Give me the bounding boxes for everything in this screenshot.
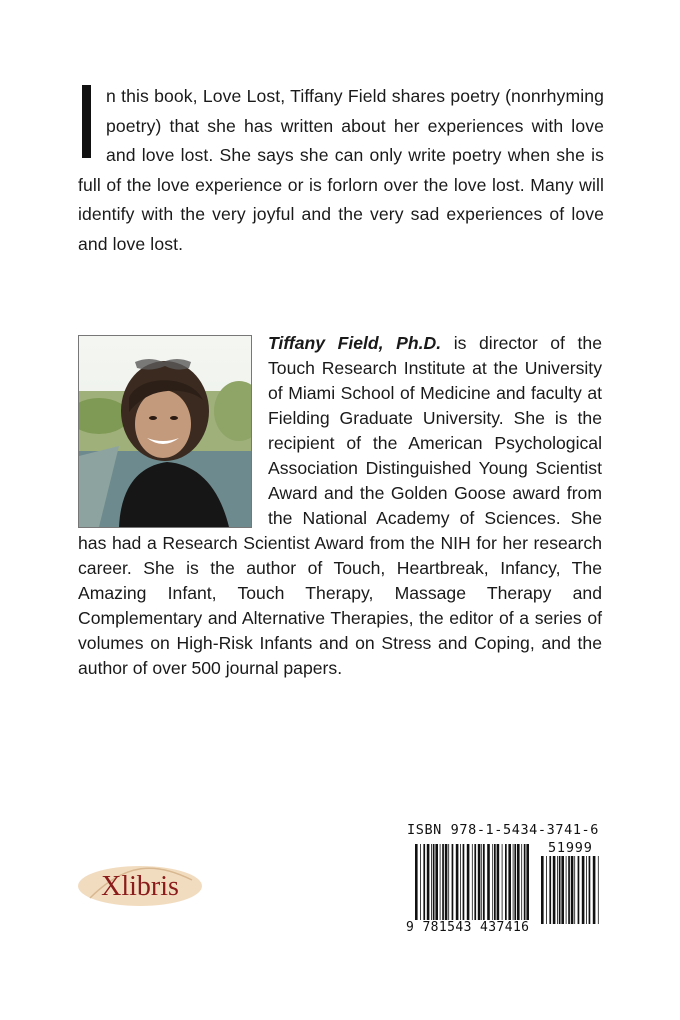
barcode-bar <box>463 844 465 924</box>
barcode-bar <box>433 844 435 924</box>
barcode-bar <box>456 844 459 924</box>
barcode-bar <box>474 844 476 924</box>
barcode-bar <box>487 844 490 924</box>
barcode-bar <box>589 856 591 924</box>
ean-barcode <box>415 844 529 924</box>
barcode-bar <box>467 844 470 924</box>
barcode-bar <box>521 844 522 924</box>
barcode-bar <box>546 856 547 924</box>
author-bio-text: is director of the Touch Research Institute at the University of Miami School of Medicine and faculty at Fielding Graduate University. She is the recipient of the American Psychological Association Distinguished Young Scientist Award and the Golden Goose award from the National Academy of Sciences. She has had a Research Scientist Award from the NIH for her research career. She is the author of Touch, Heartbreak, Infancy, The Amazing Infant, Touch Therapy, Massage Therapy and Complementary and Alternative Therapies, the editor of a series of volumes on High-Risk Infants and on Stress and Coping, and the author of over 500 journal papers. <box>78 333 602 678</box>
barcode-bar <box>423 844 425 924</box>
barcode-bar <box>566 856 567 924</box>
barcode-bar <box>502 844 503 924</box>
barcode-bar <box>448 844 449 924</box>
barcode-bar <box>440 844 441 924</box>
author-name: Tiffany Field, Ph.D. <box>268 333 442 353</box>
barcode-bar <box>478 844 481 924</box>
barcode-bar <box>598 856 599 924</box>
barcode-bar <box>415 844 418 924</box>
barcode-bar <box>445 844 448 924</box>
author-bio <box>78 331 602 681</box>
xlibris-logo <box>76 858 204 914</box>
barcode-bar <box>483 844 485 924</box>
barcode-bar <box>524 844 526 924</box>
book-description-text: n this book, Love Lost, Tiffany Field shares poetry (nonrhyming poetry) that she has written about her experiences with love and love lost. She says she can only write poetry when she is full of the love experience or is forlorn over the love lost. Many will identify with the very joyful and the very sad experiences of love and love lost. <box>78 86 604 254</box>
barcode-bar <box>568 856 570 924</box>
barcode-bar <box>526 844 529 924</box>
barcode-bar <box>553 856 556 924</box>
ean-number: 9 781543 437416 <box>404 920 536 935</box>
isbn-label: ISBN 978-1-5434-3741-6 <box>407 822 600 838</box>
barcode-bar <box>561 856 564 924</box>
barcode-bar <box>517 844 520 924</box>
book-description <box>78 82 604 259</box>
barcode-bar <box>541 856 544 924</box>
barcode-bar <box>420 844 421 924</box>
barcode-bar <box>435 844 438 924</box>
barcode-bar <box>442 844 444 924</box>
barcode-bar <box>427 844 430 924</box>
barcode-bar <box>578 856 580 924</box>
barcode-bar <box>574 856 575 924</box>
barcode-bar <box>514 844 516 924</box>
barcode-bar <box>494 844 496 924</box>
barcode-bar <box>431 844 432 924</box>
barcode-bar <box>559 856 561 924</box>
barcode-bar <box>481 844 482 924</box>
xlibris-logo-text: Xlibris <box>101 871 179 902</box>
barcode-bar <box>557 856 558 924</box>
drop-cap-letter <box>78 85 98 163</box>
barcode-bar <box>508 844 511 924</box>
barcode-bar <box>549 856 551 924</box>
barcode-bar <box>586 856 587 924</box>
barcode-bar <box>460 844 461 924</box>
barcode-bar <box>497 844 500 924</box>
price-code: 51999 <box>548 840 593 856</box>
barcode-bar <box>472 844 473 924</box>
barcode-bar <box>492 844 493 924</box>
addon-barcode <box>541 856 599 924</box>
barcode-bar <box>505 844 507 924</box>
barcode-bar <box>513 844 514 924</box>
barcode-bar <box>452 844 454 924</box>
barcode-bar <box>571 856 574 924</box>
barcode-bar <box>593 856 596 924</box>
barcode-bar <box>582 856 585 924</box>
